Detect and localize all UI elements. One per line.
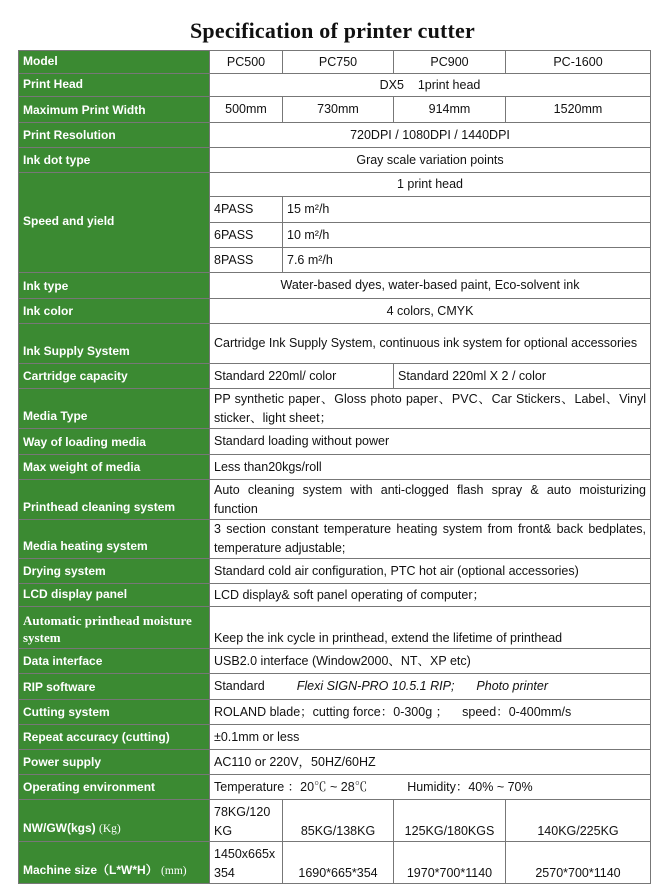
label-power: Power supply <box>19 750 210 775</box>
weight-pc1600: 140KG/225KG <box>506 800 651 842</box>
weight-pc750: 85KG/138KG <box>283 800 394 842</box>
row-media-type <box>19 389 651 429</box>
label-ink-supply: Ink Supply System <box>19 324 210 364</box>
label-resolution: Print Resolution <box>19 123 210 148</box>
label-drying: Drying system <box>19 559 210 584</box>
speed-pass-8: 8PASS <box>210 248 283 273</box>
label-moisture: Automatic printhead moisture system <box>19 607 210 649</box>
label-data-interface: Data interface <box>19 649 210 674</box>
weight-pc900: 125KG/180KGS <box>394 800 506 842</box>
speed-yield-6: 10 m²/h <box>283 223 651 248</box>
size-pc900: 1970*700*1140 <box>394 842 506 884</box>
value-cleaning: Auto cleaning system with anti-clogged flash spray & auto moisturizing function <box>210 480 651 520</box>
value-repeat: ±0.1mm or less <box>210 725 651 750</box>
row-cleaning <box>19 480 651 520</box>
cutting-speed: speed：0-400mm/s <box>462 704 572 719</box>
row-lcd <box>19 584 651 607</box>
row-data-interface <box>19 649 651 674</box>
row-model <box>19 51 651 74</box>
label-media-type: Media Type <box>19 389 210 429</box>
row-repeat <box>19 725 651 750</box>
size-pc1600: 2570*700*1140 <box>506 842 651 884</box>
value-loading: Standard loading without power <box>210 429 651 455</box>
model-pc500: PC500 <box>210 51 283 74</box>
label-print-head: Print Head <box>19 74 210 97</box>
page-title: Specification of printer cutter <box>189 18 475 43</box>
row-ink-supply <box>19 324 651 364</box>
value-resolution: 720DPI / 1080DPI / 1440DPI <box>210 123 651 148</box>
row-rip <box>19 674 651 700</box>
row-speed-header <box>19 173 651 197</box>
width-pc500: 500mm <box>210 97 283 123</box>
value-media-type: PP synthetic paper、Gloss photo paper、PVC、Car Stickers、Label、Vinyl sticker、light sheet； <box>210 389 651 429</box>
cartridge-double: Standard 220ml X 2 / color <box>394 364 651 389</box>
cartridge-standard: Standard 220ml/ color <box>210 364 394 389</box>
label-cutting: Cutting system <box>19 700 210 725</box>
label-environment: Operating environment <box>19 775 210 800</box>
size-pc500: 1450x665x354 <box>210 842 283 884</box>
width-pc900: 914mm <box>394 97 506 123</box>
speed-pass-6: 6PASS <box>210 223 283 248</box>
value-cutting <box>210 700 651 725</box>
label-loading: Way of loading media <box>19 429 210 455</box>
label-lcd: LCD display panel <box>19 584 210 607</box>
value-lcd: LCD display& soft panel operating of computer； <box>210 584 651 607</box>
label-max-width: Maximum Print Width <box>19 97 210 123</box>
speed-header: 1 print head <box>210 173 651 197</box>
value-ink-dot: Gray scale variation points <box>210 148 651 173</box>
size-pc750: 1690*665*354 <box>283 842 394 884</box>
row-ink-dot <box>19 148 651 173</box>
label-speed: Speed and yield <box>19 173 210 273</box>
speed-yield-4: 15 m²/h <box>283 197 651 223</box>
env-temperature: Temperature ：20℃ ~ 28℃ <box>214 779 368 794</box>
row-max-width <box>19 97 651 123</box>
size-unit: (mm) <box>161 865 187 877</box>
row-weight <box>19 800 651 842</box>
value-drying: Standard cold air configuration, PTC hot air (optional accessories) <box>210 559 651 584</box>
row-cartridge <box>19 364 651 389</box>
label-rip: RIP software <box>19 674 210 700</box>
width-pc1600: 1520mm <box>506 97 651 123</box>
row-drying <box>19 559 651 584</box>
label-heating: Media heating system <box>19 520 210 559</box>
value-ink-supply: Cartridge Ink Supply System, continuous ink system for optional accessories <box>210 324 651 364</box>
label-ink-dot: Ink dot type <box>19 148 210 173</box>
weight-unit: (Kg) <box>99 823 121 835</box>
label-model: Model <box>19 51 210 74</box>
label-ink-color: Ink color <box>19 299 210 324</box>
rip-photo: Photo printer <box>476 679 548 693</box>
row-max-weight <box>19 455 651 480</box>
row-power <box>19 750 651 775</box>
label-ink-type: Ink type <box>19 273 210 299</box>
model-pc750: PC750 <box>283 51 394 74</box>
row-size <box>19 842 651 884</box>
row-cutting <box>19 700 651 725</box>
speed-pass-4: 4PASS <box>210 197 283 223</box>
model-pc1600: PC-1600 <box>506 51 651 74</box>
row-print-head <box>19 74 651 97</box>
value-power: AC110 or 220V，50HZ/60HZ <box>210 750 651 775</box>
row-loading <box>19 429 651 455</box>
label-cleaning: Printhead cleaning system <box>19 480 210 520</box>
spec-table <box>18 50 651 884</box>
value-ink-type: Water-based dyes, water-based paint, Eco-solvent ink <box>210 273 651 299</box>
label-max-weight: Max weight of media <box>19 455 210 480</box>
value-heating: 3 section constant temperature heating system from front& back bedplates, temperature adjustable; <box>210 520 651 559</box>
rip-standard: Standard <box>214 679 265 693</box>
row-heating <box>19 520 651 559</box>
cutting-force: ROLAND blade；cutting force：0-300g ； <box>214 704 449 719</box>
row-ink-type <box>19 273 651 299</box>
row-ink-color <box>19 299 651 324</box>
value-max-weight: Less than20kgs/roll <box>210 455 651 480</box>
speed-yield-8: 7.6 m²/h <box>283 248 651 273</box>
value-rip <box>210 674 651 700</box>
value-environment <box>210 775 651 800</box>
weight-label-text: NW/GW(kgs) <box>23 821 96 835</box>
value-ink-color: 4 colors, CMYK <box>210 299 651 324</box>
label-repeat: Repeat accuracy (cutting) <box>19 725 210 750</box>
rip-flexi: Flexi SIGN-PRO 10.5.1 RIP; <box>296 679 455 693</box>
label-size <box>19 842 210 884</box>
label-weight <box>19 800 210 842</box>
row-environment <box>19 775 651 800</box>
size-label-text: Machine size（L*W*H） <box>23 863 158 877</box>
width-pc750: 730mm <box>283 97 394 123</box>
value-moisture: Keep the ink cycle in printhead, extend the lifetime of printhead <box>210 607 651 649</box>
env-humidity: Humidity：40% ~ 70% <box>407 779 533 794</box>
weight-pc500: 78KG/120KG <box>210 800 283 842</box>
label-cartridge: Cartridge capacity <box>19 364 210 389</box>
row-resolution <box>19 123 651 148</box>
row-moisture <box>19 607 651 649</box>
model-pc900: PC900 <box>394 51 506 74</box>
value-data-interface: USB2.0 interface (Window2000、NT、XP etc) <box>210 649 651 674</box>
value-print-head: DX5 1print head <box>210 74 651 97</box>
